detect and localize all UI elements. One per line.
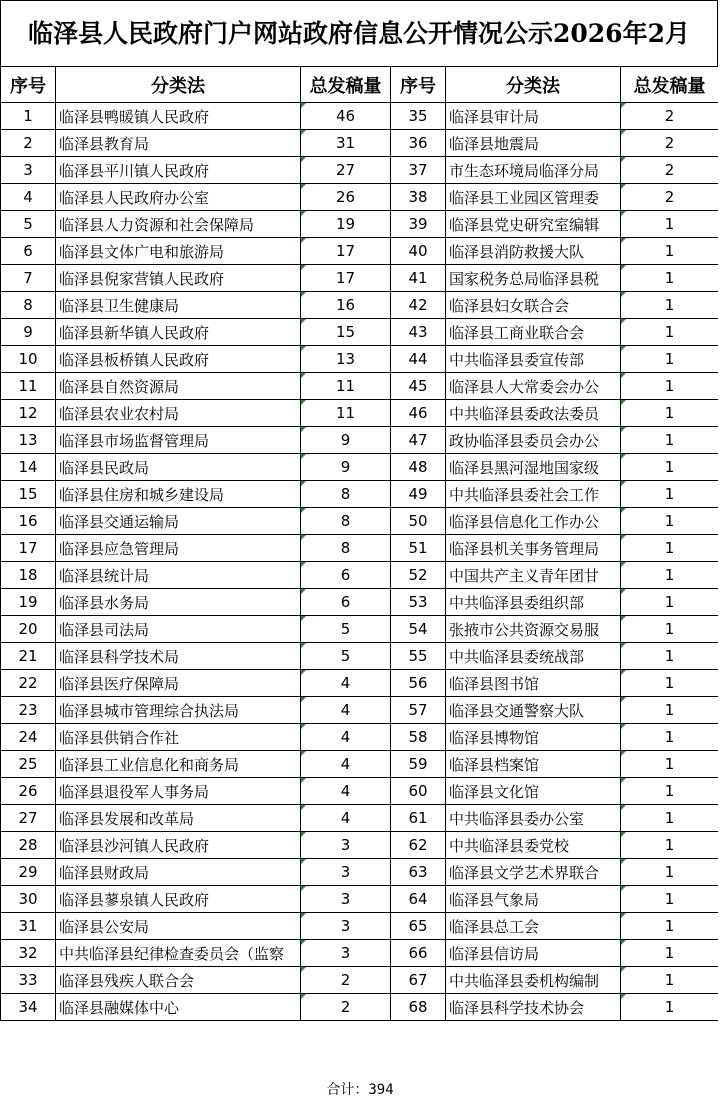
row-number-left[interactable]: 8 (1, 292, 56, 319)
category-cell-left[interactable]: 临泽县住房和城乡建设局 (56, 481, 301, 508)
count-cell-left[interactable]: 6 (301, 589, 391, 616)
count-cell-right[interactable]: 2 (621, 130, 719, 157)
category-cell-left[interactable]: 临泽县自然资源局 (56, 373, 301, 400)
count-cell-left[interactable]: 26 (301, 184, 391, 211)
table-row (1, 967, 719, 994)
row-number-right[interactable]: 37 (391, 157, 446, 184)
count-cell-right[interactable]: 1 (621, 832, 719, 859)
table-row (1, 994, 719, 1021)
table-row (1, 562, 719, 589)
count-cell-left[interactable]: 17 (301, 265, 391, 292)
table-row (1, 886, 719, 913)
count-cell-left[interactable]: 16 (301, 292, 391, 319)
row-number-right[interactable]: 66 (391, 940, 446, 967)
row-number-right[interactable]: 38 (391, 184, 446, 211)
count-cell-left[interactable]: 3 (301, 859, 391, 886)
category-cell-right[interactable]: 临泽县总工会 (446, 913, 621, 940)
category-cell-right[interactable]: 市生态环境局临泽分局 (446, 157, 621, 184)
row-number-left[interactable]: 32 (1, 940, 56, 967)
row-number-left[interactable]: 28 (1, 832, 56, 859)
count-cell-left[interactable]: 19 (301, 211, 391, 238)
count-cell-right[interactable]: 1 (621, 697, 719, 724)
row-number-left[interactable]: 4 (1, 184, 56, 211)
row-number-right[interactable]: 67 (391, 967, 446, 994)
category-cell-right[interactable]: 临泽县档案馆 (446, 751, 621, 778)
row-number-left[interactable]: 5 (1, 211, 56, 238)
table-row (1, 643, 719, 670)
count-cell-left[interactable]: 5 (301, 643, 391, 670)
count-cell-left[interactable]: 31 (301, 130, 391, 157)
count-cell-left[interactable]: 4 (301, 724, 391, 751)
category-cell-right[interactable]: 临泽县妇女联合会 (446, 292, 621, 319)
count-cell-left[interactable]: 3 (301, 913, 391, 940)
count-cell-left[interactable]: 8 (301, 508, 391, 535)
count-cell-left[interactable]: 9 (301, 427, 391, 454)
count-cell-right[interactable]: 1 (621, 724, 719, 751)
count-cell-right[interactable]: 2 (621, 184, 719, 211)
category-cell-right[interactable]: 临泽县交通警察大队 (446, 697, 621, 724)
count-cell-right[interactable]: 1 (621, 859, 719, 886)
row-number-left[interactable]: 1 (1, 103, 56, 130)
category-cell-left[interactable]: 临泽县供销合作社 (56, 724, 301, 751)
header-category-right[interactable]: 分类法 (446, 67, 621, 103)
count-cell-left[interactable]: 9 (301, 454, 391, 481)
row-number-left[interactable]: 26 (1, 778, 56, 805)
row-number-right[interactable]: 42 (391, 292, 446, 319)
count-cell-right[interactable]: 2 (621, 157, 719, 184)
category-cell-right[interactable]: 临泽县图书馆 (446, 670, 621, 697)
table-row (1, 130, 719, 157)
row-number-right[interactable]: 57 (391, 697, 446, 724)
header-category-left[interactable]: 分类法 (56, 67, 301, 103)
category-cell-left[interactable]: 临泽县工业信息化和商务局 (56, 751, 301, 778)
category-cell-left[interactable]: 临泽县发展和改革局 (56, 805, 301, 832)
table-row (1, 724, 719, 751)
row-number-right[interactable]: 51 (391, 535, 446, 562)
category-cell-right[interactable]: 政协临泽县委员会办公 (446, 427, 621, 454)
table-row (1, 373, 719, 400)
count-cell-right[interactable]: 1 (621, 643, 719, 670)
count-cell-right[interactable]: 1 (621, 778, 719, 805)
row-number-left[interactable]: 23 (1, 697, 56, 724)
row-number-right[interactable]: 58 (391, 724, 446, 751)
row-number-right[interactable]: 50 (391, 508, 446, 535)
table-row (1, 238, 719, 265)
row-number-left[interactable]: 17 (1, 535, 56, 562)
category-cell-left[interactable]: 临泽县人民政府办公室 (56, 184, 301, 211)
table-row (1, 670, 719, 697)
count-cell-right[interactable]: 1 (621, 670, 719, 697)
count-cell-left[interactable]: 3 (301, 940, 391, 967)
category-cell-right[interactable]: 中共临泽县委宣传部 (446, 346, 621, 373)
category-cell-left[interactable]: 临泽县沙河镇人民政府 (56, 832, 301, 859)
total-value: 394 (368, 1082, 394, 1098)
row-number-left[interactable]: 11 (1, 373, 56, 400)
row-number-left[interactable]: 3 (1, 157, 56, 184)
count-cell-right[interactable]: 1 (621, 751, 719, 778)
count-cell-right[interactable]: 1 (621, 238, 719, 265)
category-cell-left[interactable]: 临泽县农业农村局 (56, 400, 301, 427)
count-cell-left[interactable]: 15 (301, 319, 391, 346)
count-cell-left[interactable]: 2 (301, 994, 391, 1021)
row-number-left[interactable]: 24 (1, 724, 56, 751)
count-cell-right[interactable]: 1 (621, 562, 719, 589)
header-no-right[interactable]: 序号 (391, 67, 446, 103)
count-cell-right[interactable]: 1 (621, 454, 719, 481)
count-cell-right[interactable]: 1 (621, 346, 719, 373)
table-row (1, 184, 719, 211)
count-cell-left[interactable]: 27 (301, 157, 391, 184)
category-cell-left[interactable]: 临泽县交通运输局 (56, 508, 301, 535)
row-number-right[interactable]: 54 (391, 616, 446, 643)
row-number-right[interactable]: 55 (391, 643, 446, 670)
count-cell-right[interactable]: 1 (621, 292, 719, 319)
table-row (1, 400, 719, 427)
category-cell-right[interactable]: 中共临泽县委党校 (446, 832, 621, 859)
row-number-right[interactable]: 40 (391, 238, 446, 265)
row-number-left[interactable]: 14 (1, 454, 56, 481)
category-cell-left[interactable]: 临泽县市场监督管理局 (56, 427, 301, 454)
category-cell-left[interactable]: 临泽县倪家营镇人民政府 (56, 265, 301, 292)
row-number-left[interactable]: 9 (1, 319, 56, 346)
category-cell-right[interactable]: 临泽县地震局 (446, 130, 621, 157)
category-cell-right[interactable]: 临泽县信息化工作办公 (446, 508, 621, 535)
publication-table (0, 66, 719, 1021)
row-number-right[interactable]: 62 (391, 832, 446, 859)
total-label: 合计： (326, 1082, 369, 1098)
category-cell-left[interactable]: 临泽县卫生健康局 (56, 292, 301, 319)
row-number-left[interactable]: 29 (1, 859, 56, 886)
count-cell-left[interactable]: 5 (301, 616, 391, 643)
count-cell-left[interactable]: 13 (301, 346, 391, 373)
table-row (1, 616, 719, 643)
category-cell-right[interactable]: 张掖市公共资源交易服 (446, 616, 621, 643)
category-cell-right[interactable]: 临泽县工业园区管理委 (446, 184, 621, 211)
category-cell-left[interactable]: 临泽县人力资源和社会保障局 (56, 211, 301, 238)
row-number-left[interactable]: 30 (1, 886, 56, 913)
category-cell-left[interactable]: 临泽县新华镇人民政府 (56, 319, 301, 346)
count-cell-left[interactable]: 4 (301, 697, 391, 724)
row-number-left[interactable]: 33 (1, 967, 56, 994)
table-row (1, 778, 719, 805)
table-row (1, 103, 719, 130)
category-cell-right[interactable]: 临泽县文学艺术界联合 (446, 859, 621, 886)
category-cell-left[interactable]: 临泽县教育局 (56, 130, 301, 157)
category-cell-left[interactable]: 临泽县水务局 (56, 589, 301, 616)
count-cell-left[interactable]: 2 (301, 967, 391, 994)
row-number-left[interactable]: 12 (1, 400, 56, 427)
row-number-left[interactable]: 13 (1, 427, 56, 454)
category-cell-right[interactable]: 中共临泽县委组织部 (446, 589, 621, 616)
row-number-left[interactable]: 25 (1, 751, 56, 778)
table-row (1, 940, 719, 967)
count-cell-right[interactable]: 2 (621, 103, 719, 130)
row-number-right[interactable]: 36 (391, 130, 446, 157)
category-cell-left[interactable]: 临泽县司法局 (56, 616, 301, 643)
category-cell-right[interactable]: 临泽县科学技术协会 (446, 994, 621, 1021)
count-cell-left[interactable]: 4 (301, 751, 391, 778)
category-cell-right[interactable]: 临泽县文化馆 (446, 778, 621, 805)
table-row (1, 913, 719, 940)
count-cell-right[interactable]: 1 (621, 508, 719, 535)
row-number-right[interactable]: 52 (391, 562, 446, 589)
row-number-right[interactable]: 53 (391, 589, 446, 616)
count-cell-left[interactable]: 4 (301, 805, 391, 832)
row-number-left[interactable]: 7 (1, 265, 56, 292)
category-cell-right[interactable]: 临泽县消防救援大队 (446, 238, 621, 265)
row-number-right[interactable]: 56 (391, 670, 446, 697)
category-cell-left[interactable]: 临泽县退役军人事务局 (56, 778, 301, 805)
count-cell-right[interactable]: 1 (621, 400, 719, 427)
category-cell-left[interactable]: 中共临泽县纪律检查委员会（监察 (56, 940, 301, 967)
category-cell-left[interactable]: 临泽县统计局 (56, 562, 301, 589)
category-cell-right[interactable]: 中共临泽县委社会工作 (446, 481, 621, 508)
category-cell-right[interactable]: 临泽县机关事务管理局 (446, 535, 621, 562)
count-cell-right[interactable]: 1 (621, 265, 719, 292)
table-row (1, 832, 719, 859)
category-cell-right[interactable]: 中共临泽县委办公室 (446, 805, 621, 832)
row-number-right[interactable]: 68 (391, 994, 446, 1021)
category-cell-right[interactable]: 中共临泽县委政法委员 (446, 400, 621, 427)
table-body (1, 103, 719, 1021)
category-cell-right[interactable]: 临泽县工商业联合会 (446, 319, 621, 346)
count-cell-left[interactable]: 8 (301, 535, 391, 562)
table-row (1, 535, 719, 562)
table-row (1, 211, 719, 238)
category-cell-right[interactable]: 临泽县气象局 (446, 886, 621, 913)
count-cell-right[interactable]: 1 (621, 535, 719, 562)
count-cell-left[interactable]: 8 (301, 481, 391, 508)
category-cell-left[interactable]: 临泽县鸭暖镇人民政府 (56, 103, 301, 130)
sheet-title: 临泽县人民政府门户网站政府信息公开情况公示2026年2月 (0, 0, 718, 66)
count-cell-left[interactable]: 4 (301, 778, 391, 805)
row-number-right[interactable]: 65 (391, 913, 446, 940)
count-cell-right[interactable]: 1 (621, 616, 719, 643)
count-cell-left[interactable]: 11 (301, 400, 391, 427)
table-row (1, 157, 719, 184)
category-cell-left[interactable]: 临泽县平川镇人民政府 (56, 157, 301, 184)
row-number-left[interactable]: 31 (1, 913, 56, 940)
count-cell-right[interactable]: 1 (621, 886, 719, 913)
row-number-right[interactable]: 63 (391, 859, 446, 886)
row-number-right[interactable]: 39 (391, 211, 446, 238)
header-count-right[interactable]: 总发稿量 (621, 67, 719, 103)
row-number-right[interactable]: 48 (391, 454, 446, 481)
category-cell-left[interactable]: 临泽县科学技术局 (56, 643, 301, 670)
count-cell-left[interactable]: 11 (301, 373, 391, 400)
count-cell-right[interactable]: 1 (621, 805, 719, 832)
count-cell-left[interactable]: 46 (301, 103, 391, 130)
row-number-right[interactable]: 46 (391, 400, 446, 427)
header-no-left[interactable]: 序号 (1, 67, 56, 103)
count-cell-left[interactable]: 3 (301, 886, 391, 913)
count-cell-right[interactable]: 1 (621, 319, 719, 346)
count-cell-right[interactable]: 1 (621, 373, 719, 400)
category-cell-right[interactable]: 国家税务总局临泽县税 (446, 265, 621, 292)
category-cell-left[interactable]: 临泽县融媒体中心 (56, 994, 301, 1021)
category-cell-right[interactable]: 临泽县黑河湿地国家级 (446, 454, 621, 481)
category-cell-left[interactable]: 临泽县蓼泉镇人民政府 (56, 886, 301, 913)
row-number-left[interactable]: 19 (1, 589, 56, 616)
table-row (1, 346, 719, 373)
count-cell-right[interactable]: 1 (621, 913, 719, 940)
count-cell-right[interactable]: 1 (621, 427, 719, 454)
category-cell-left[interactable]: 临泽县文体广电和旅游局 (56, 238, 301, 265)
category-cell-right[interactable]: 中共临泽县委机构编制 (446, 967, 621, 994)
category-cell-left[interactable]: 临泽县应急管理局 (56, 535, 301, 562)
table-row (1, 589, 719, 616)
count-cell-right[interactable]: 1 (621, 589, 719, 616)
table-row (1, 697, 719, 724)
count-cell-right[interactable]: 1 (621, 211, 719, 238)
row-number-left[interactable]: 15 (1, 481, 56, 508)
row-number-left[interactable]: 2 (1, 130, 56, 157)
category-cell-right[interactable]: 临泽县信访局 (446, 940, 621, 967)
category-cell-right[interactable]: 临泽县人大常委会办公 (446, 373, 621, 400)
table-row (1, 427, 719, 454)
category-cell-left[interactable]: 临泽县公安局 (56, 913, 301, 940)
category-cell-right[interactable]: 中共临泽县委统战部 (446, 643, 621, 670)
row-number-left[interactable]: 16 (1, 508, 56, 535)
category-cell-right[interactable]: 临泽县博物馆 (446, 724, 621, 751)
category-cell-right[interactable]: 临泽县党史研究室编辑 (446, 211, 621, 238)
table-row (1, 481, 719, 508)
count-cell-left[interactable]: 6 (301, 562, 391, 589)
count-cell-left[interactable]: 3 (301, 832, 391, 859)
row-number-left[interactable]: 6 (1, 238, 56, 265)
count-cell-left[interactable]: 17 (301, 238, 391, 265)
total-summary (0, 1079, 720, 1099)
row-number-right[interactable]: 64 (391, 886, 446, 913)
row-number-right[interactable]: 61 (391, 805, 446, 832)
header-row (1, 67, 719, 103)
row-number-right[interactable]: 47 (391, 427, 446, 454)
count-cell-right[interactable]: 1 (621, 940, 719, 967)
row-number-left[interactable]: 22 (1, 670, 56, 697)
count-cell-left[interactable]: 4 (301, 670, 391, 697)
count-cell-right[interactable]: 1 (621, 481, 719, 508)
row-number-left[interactable]: 27 (1, 805, 56, 832)
table-row (1, 319, 719, 346)
category-cell-left[interactable]: 临泽县财政局 (56, 859, 301, 886)
count-cell-right[interactable]: 1 (621, 994, 719, 1021)
table-row (1, 508, 719, 535)
row-number-right[interactable]: 60 (391, 778, 446, 805)
row-number-right[interactable]: 35 (391, 103, 446, 130)
row-number-right[interactable]: 41 (391, 265, 446, 292)
table-row (1, 859, 719, 886)
table-row (1, 751, 719, 778)
table-row (1, 805, 719, 832)
table-row (1, 454, 719, 481)
category-cell-left[interactable]: 临泽县医疗保障局 (56, 670, 301, 697)
category-cell-left[interactable]: 临泽县板桥镇人民政府 (56, 346, 301, 373)
table-row (1, 265, 719, 292)
header-count-left[interactable]: 总发稿量 (301, 67, 391, 103)
row-number-right[interactable]: 44 (391, 346, 446, 373)
category-cell-right[interactable]: 临泽县审计局 (446, 103, 621, 130)
row-number-left[interactable]: 18 (1, 562, 56, 589)
row-number-right[interactable]: 49 (391, 481, 446, 508)
count-cell-right[interactable]: 1 (621, 967, 719, 994)
category-cell-right[interactable]: 中国共产主义青年团甘 (446, 562, 621, 589)
row-number-left[interactable]: 10 (1, 346, 56, 373)
row-number-right[interactable]: 45 (391, 373, 446, 400)
category-cell-left[interactable]: 临泽县民政局 (56, 454, 301, 481)
row-number-left[interactable]: 21 (1, 643, 56, 670)
category-cell-left[interactable]: 临泽县残疾人联合会 (56, 967, 301, 994)
row-number-left[interactable]: 34 (1, 994, 56, 1021)
row-number-right[interactable]: 43 (391, 319, 446, 346)
row-number-left[interactable]: 20 (1, 616, 56, 643)
category-cell-left[interactable]: 临泽县城市管理综合执法局 (56, 697, 301, 724)
row-number-right[interactable]: 59 (391, 751, 446, 778)
table-row (1, 292, 719, 319)
